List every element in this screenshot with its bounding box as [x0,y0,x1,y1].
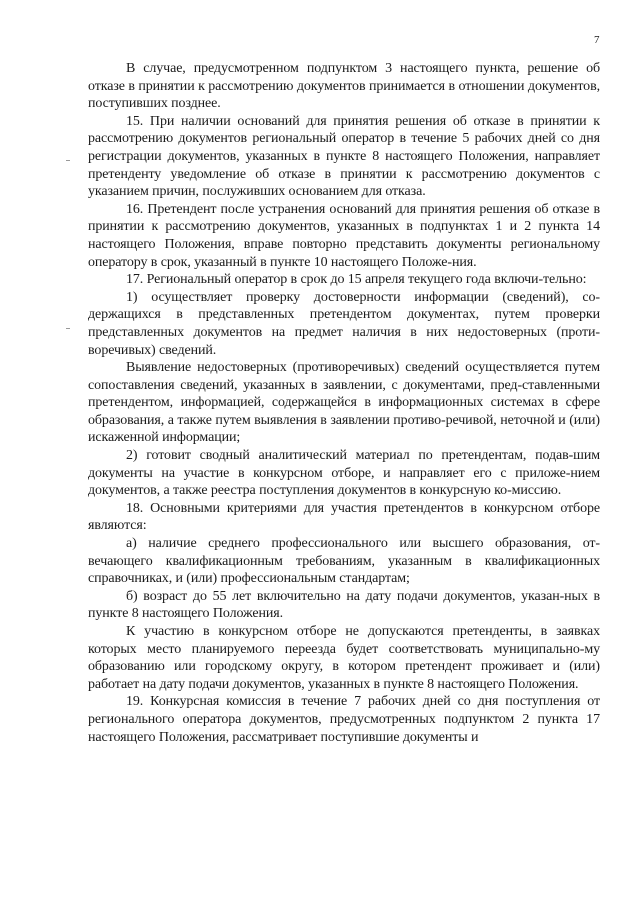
paragraph-item-17-1: 1) осуществляет проверку достоверности информации (сведений), со-держащихся в представленных претендентом документах, путем проверки представленных документов на предмет наличия в них недостоверных (проти-воречивых) сведений. [88,289,600,358]
paragraph-exclusion: К участию в конкурсном отборе не допускаются претенденты, в заявках которых место планируемого переезда будет соответствовать муниципально-му образованию или городскому округу, в котором претендент проживает и (или) работает на дату подачи документов, указанных в пункте 8 настоящего Положения. [88,624,600,692]
scan-mark [66,328,70,329]
scan-mark [66,160,70,161]
paragraph-contradictions: Выявление недостоверных (противоречивых) сведений осуществляется путем сопоставления сведений, указанных в заявлении, с документами, пред-ставленными претендентом, информацией, содержащейся в информационных системах в сфере образования, а также путем выявления в заявлении противо-речивой, неточной и (или) искаженной информации; [88,360,600,446]
page-number: 7 [594,34,600,46]
paragraph-item-16: 16. Претендент после устранения оснований для принятия решения об отказе в принятии к рассмотрению документов, указанных в подпунктах 1 и 2 пункта 14 настоящего Положения, вправе повторно представить документы региональному оператору в срок, указанный в пункте 10 настоящего Положе-ния. [88,201,600,270]
paragraph-item-17-2: 2) готовит сводный аналитический материал по претендентам, подав-шим документы на участие в конкурсном отборе, и направляет его с приложе-нием документов, а также реестра поступления документов в конкурсную ко-миссию. [88,448,600,499]
document-body [88,60,600,746]
paragraph-item-15: 15. При наличии оснований для принятия решения об отказе в принятии к рассмотрению документов региональный оператор в течение 5 рабочих дней со дня регистрации документов, указанных в пункте 8 настоящего Положения, направляет претенденту уведомление об отказе в принятии к рассмотрению документов с указанием причин, послуживших основанием для отказа. [88,113,600,200]
paragraph-item-18-a: а) наличие среднего профессионального или высшего образования, от-вечающего квалификационным требованиям, указанным в квалификационных справочниках, и (или) профессиональным стандартам; [88,536,600,587]
paragraph-item-19: 19. Конкурсная комиссия в течение 7 рабочих дней со дня поступления от регионального оператора документов, предусмотренных подпунктом 2 пункта 17 настоящего Положения, рассматривает поступившие документы и [88,694,600,745]
paragraph-item-18: 18. Основными критериями для участия претендентов в конкурсном отборе являются: [88,500,600,534]
paragraph-item-17: 17. Региональный оператор в срок до 15 апреля текущего года включи-тельно: [126,272,587,288]
paragraph-item-18-b: б) возраст до 55 лет включительно на дату подачи документов, указан-ных в пункте 8 настоящего Положения. [88,588,600,622]
paragraph-overdue-documents: В случае, предусмотренном подпунктом 3 настоящего пункта, решение об отказе в принятии к рассмотрению документов принимается в отношении документов, поступивших позднее. [88,61,600,112]
